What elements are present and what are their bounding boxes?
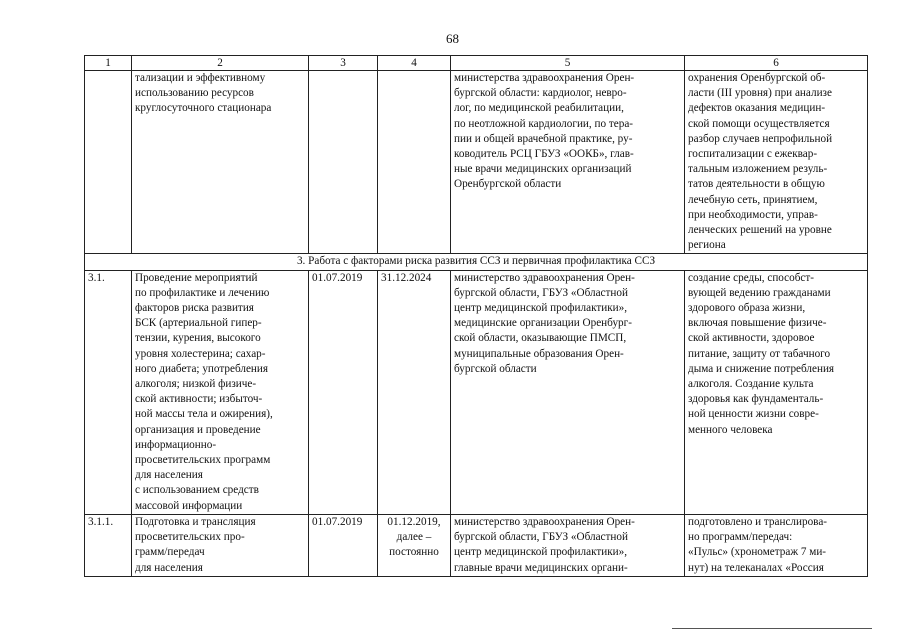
cell-number: 3.1.	[85, 270, 132, 514]
header-col-3: 3	[309, 56, 378, 71]
cell-measure: Подготовка и трансляция просветительских про- грамм/передач для населения	[132, 514, 309, 576]
cell-responsible: министерство здравоохранения Орен- бургской области, ГБУЗ «Областной центр медицинской профилактики», главные врачи медицинских органи-	[451, 514, 685, 576]
cell-responsible: министерство здравоохранения Орен- бургской области, ГБУЗ «Областной центр медицинской профилактики», медицинские организации Оренбург- ской области, оказывающие ПМСП, муниципальные образования Орен- бургской области	[451, 270, 685, 514]
cell-measure: Проведение мероприятий по профилактике и лечению факторов риска развития БСК (артериальной гипер- тензии, курения, высокого уровня холестерина; сахар- ного диабета; употребления алкоголя; низкой физиче- ской активности; избыточ- ной массы тела и ожирения), организация и проведение информационно- просветительских программ для населения с использованием средств массовой информации	[132, 270, 309, 514]
cell-number	[85, 71, 132, 254]
cell-start-date: 01.07.2019	[309, 514, 378, 576]
cell-end-date	[378, 71, 451, 254]
header-col-5: 5	[451, 56, 685, 71]
header-row	[85, 56, 868, 71]
cell-result: подготовлено и транслирова- но программ/передач: «Пульс» (хронометраж 7 ми- нут) на телеканалах «Россия	[685, 514, 868, 576]
header-col-4: 4	[378, 56, 451, 71]
section-title: 3. Работа с факторами риска развития ССЗ и первичная профилактика ССЗ	[85, 254, 868, 270]
cell-measure: тализации и эффективному использованию ресурсов круглосуточного стационара	[132, 71, 309, 254]
table-row-continued	[85, 71, 868, 254]
cell-start-date: 01.07.2019	[309, 270, 378, 514]
cell-end-date: 31.12.2024	[378, 270, 451, 514]
page-number: 68	[446, 31, 459, 46]
table-row-3-1	[85, 270, 868, 514]
header-col-1: 1	[85, 56, 132, 71]
cell-end-date: 01.12.2019, далее – постоянно	[378, 514, 451, 576]
table-row-3-1-1	[85, 514, 868, 576]
section-row	[85, 254, 868, 270]
header-col-6: 6	[685, 56, 868, 71]
header-col-2: 2	[132, 56, 309, 71]
cell-number: 3.1.1.	[85, 514, 132, 576]
scan-edge-line	[672, 628, 872, 629]
cell-result: охранения Оренбургской об- ласти (III уровня) при анализе дефектов оказания медицин- ской помощи осуществляется разбор случаев непрофильной госпитализации с ежеквар- тальным изложением резуль- татов деятельности в общую лечебную сеть, принятием, при необходимости, управ- ленческих решений на уровне региона	[685, 71, 868, 254]
cell-result: создание среды, способст- вующей ведению гражданами здорового образа жизни, включая повышение физиче- ской активности, здоровое питание, защиту от табачного дыма и снижение потребления алкоголя. Создание культа здоровья как фундаменталь- ной ценности жизни совре- менного человека	[685, 270, 868, 514]
measures-table	[84, 55, 868, 577]
cell-responsible: министерства здравоохранения Орен- бургской области: кардиолог, невро- лог, по медицинской реабилитации, по неотложной кардиологии, по тера- пии и общей врачебной практике, ру- ководитель РСЦ ГБУЗ «ООКБ», глав- ные врачи медицинских организаций Оренбургской области	[451, 71, 685, 254]
cell-start-date	[309, 71, 378, 254]
